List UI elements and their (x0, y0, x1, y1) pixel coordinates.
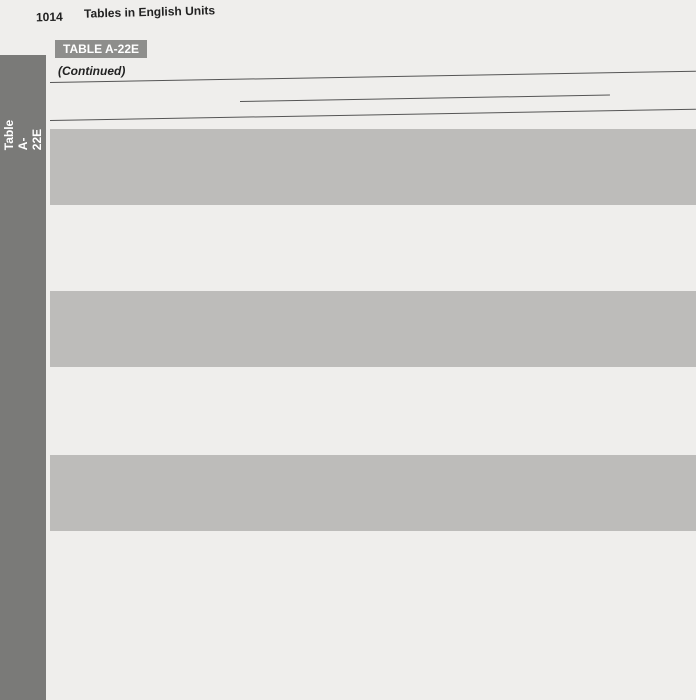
continued-label: (Continued) (58, 64, 126, 78)
header-rule (50, 109, 696, 121)
header-rule (50, 71, 696, 83)
side-tab (0, 55, 46, 700)
page-number: 1014 (35, 9, 63, 25)
table-band (50, 455, 696, 531)
running-title: Tables in English Units (83, 3, 216, 21)
table-label: TABLE A-22E (55, 40, 147, 58)
side-tab-label: Table A-22E (2, 119, 44, 151)
header-rule (240, 95, 610, 102)
table-band (50, 129, 696, 205)
table-band (50, 291, 696, 367)
